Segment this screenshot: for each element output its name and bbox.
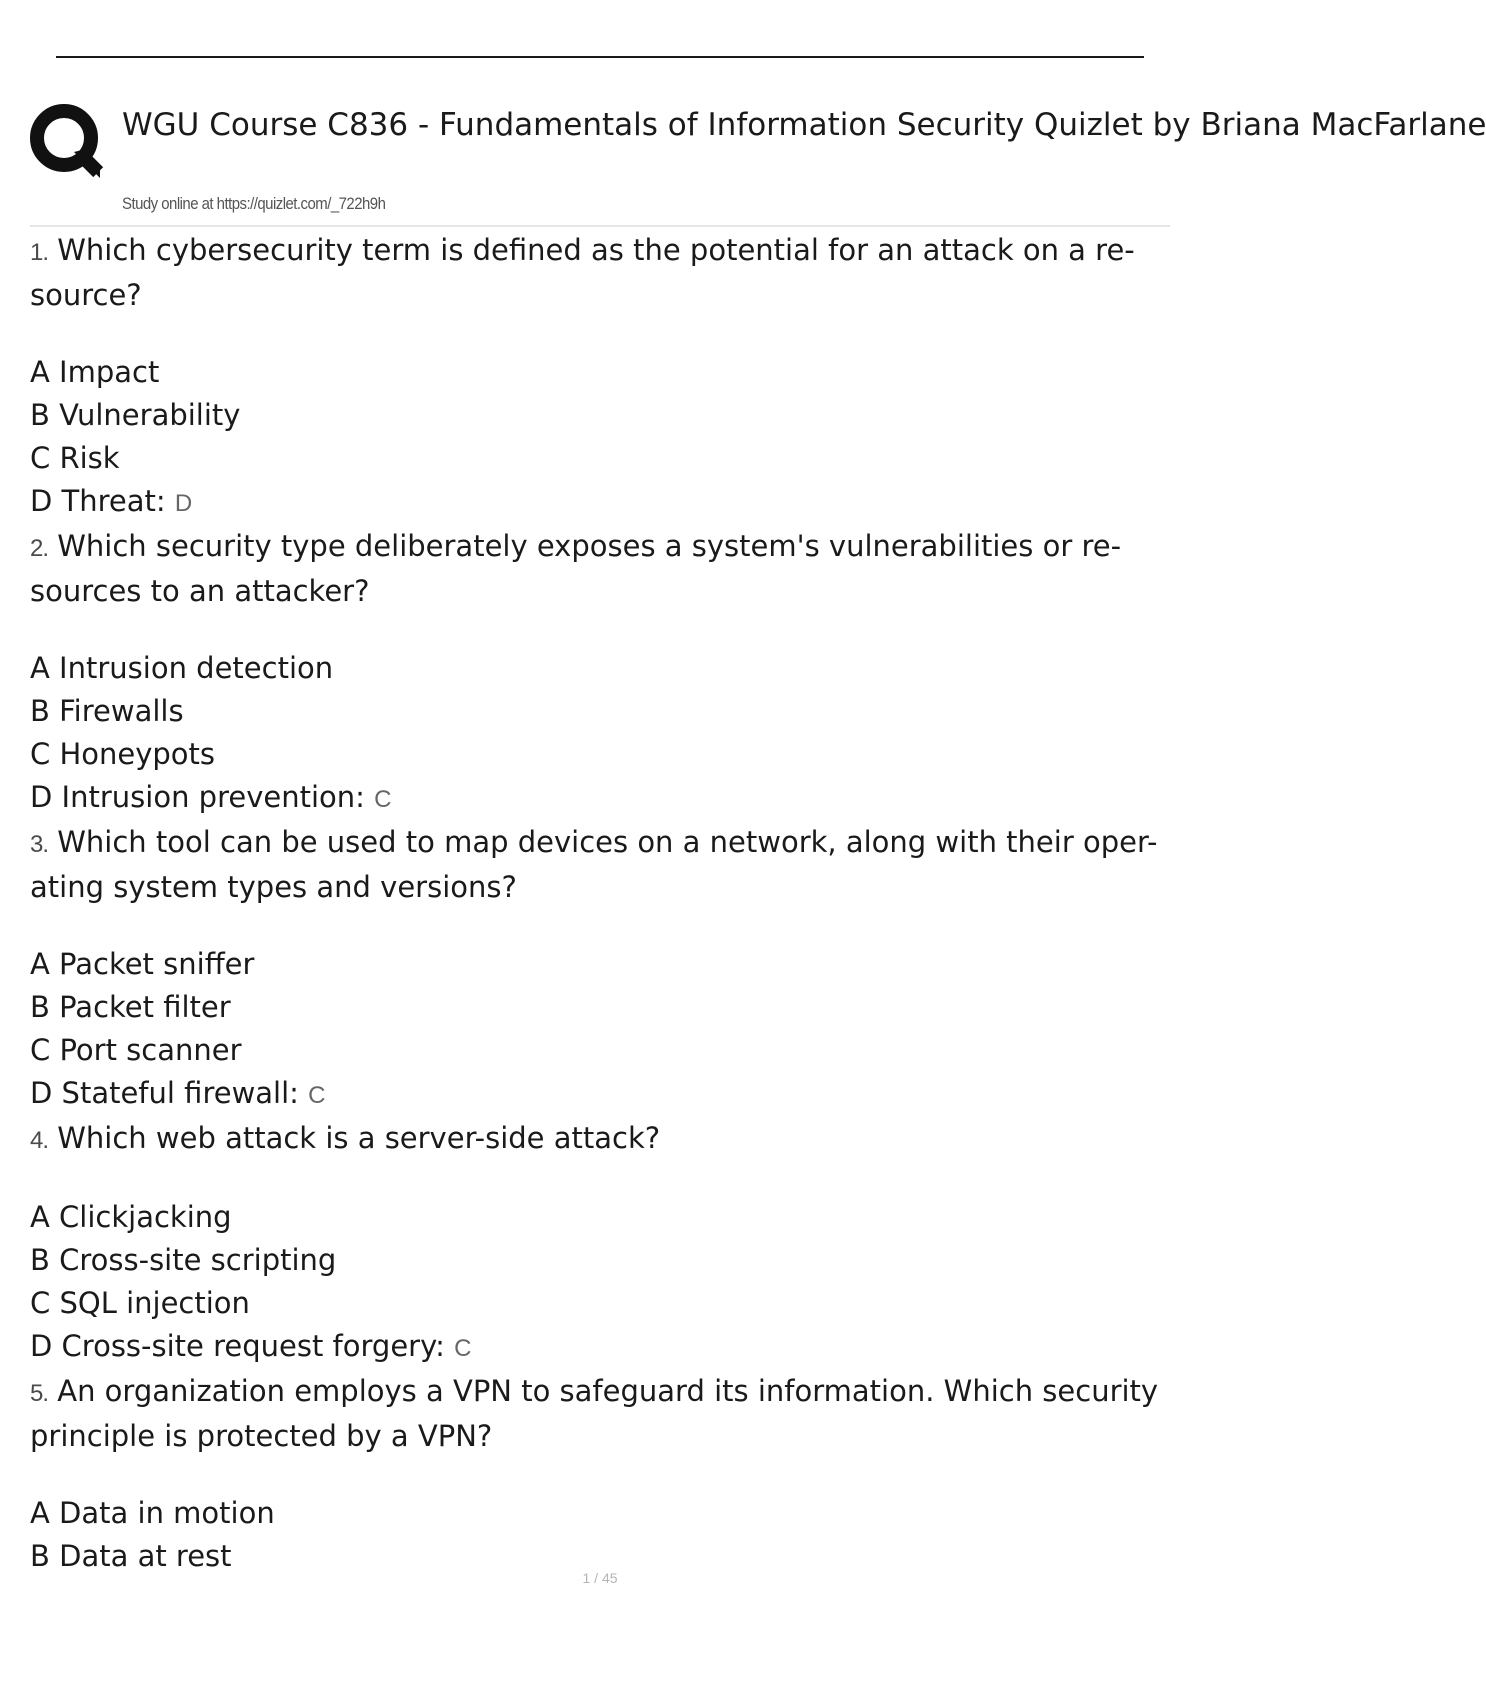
question-text: An organization employs a VPN to safeguard its information. Which security principle is protected by a VPN? (30, 1374, 1159, 1453)
option-b: B Data at rest (30, 1539, 232, 1573)
question-5-prompt (30, 1370, 1170, 1458)
option-a: A Impact (30, 355, 160, 389)
option-b: B Packet filter (30, 990, 231, 1024)
question-number: 1. (30, 239, 49, 266)
study-online-link-text: Study online at https://quizlet.com/_722h9h (122, 194, 386, 213)
question-2 (30, 525, 1170, 821)
quizlet-q-logo-icon (30, 100, 102, 184)
question-1-prompt (30, 229, 1170, 317)
option-a: A Packet sniffer (30, 947, 255, 981)
option-c: C Risk (30, 441, 120, 475)
option-d-text: D Cross-site request forgery: (30, 1329, 445, 1363)
option-d-text: D Stateful firewall: (30, 1076, 299, 1110)
option-d (30, 1072, 1170, 1117)
question-text: Which cybersecurity term is defined as the potential for an attack on a re- source? (30, 233, 1135, 312)
question-list (30, 229, 1170, 1578)
question-5 (30, 1370, 1170, 1578)
option-a: A Clickjacking (30, 1200, 232, 1234)
question-4 (30, 1117, 1170, 1370)
option-c: C Port scanner (30, 1033, 242, 1067)
question-2-prompt (30, 525, 1170, 613)
answer-key: D (174, 490, 193, 517)
question-number: 2. (30, 535, 49, 562)
answer-key: C (454, 1335, 472, 1362)
question-number: 4. (30, 1127, 49, 1154)
top-rule (56, 56, 1144, 58)
option-b: B Firewalls (30, 694, 184, 728)
option-a: A Data in motion (30, 1496, 275, 1530)
answer-key: C (374, 786, 392, 813)
document-header (30, 100, 1486, 220)
question-text: Which tool can be used to map devices on a network, along with their oper- ating system types and versions? (30, 825, 1158, 904)
option-b: B Vulnerability (30, 398, 241, 432)
answer-key: C (308, 1082, 326, 1109)
option-d (30, 776, 1170, 821)
option-b: B Cross-site scripting (30, 1243, 337, 1277)
header-divider (30, 225, 1170, 227)
page-number: 1 / 45 (582, 1570, 618, 1586)
question-text: Which security type deliberately exposes a system's vulnerabilities or re- sources to an attacker? (30, 529, 1122, 608)
question-number: 5. (30, 1380, 49, 1407)
option-d (30, 1325, 1170, 1370)
question-1 (30, 229, 1170, 525)
question-number: 3. (30, 831, 49, 858)
option-d (30, 480, 1170, 525)
option-c: C Honeypots (30, 737, 216, 771)
question-text: Which web attack is a server-side attack? (57, 1121, 661, 1155)
option-c: C SQL injection (30, 1286, 250, 1320)
option-d-text: D Intrusion prevention: (30, 780, 365, 814)
question-3 (30, 821, 1170, 1117)
question-3-prompt (30, 821, 1170, 909)
option-a: A Intrusion detection (30, 651, 334, 685)
document-title: WGU Course C836 - Fundamentals of Information Security Quizlet by Briana MacFarlane (122, 107, 1486, 143)
question-4-prompt (30, 1117, 1170, 1162)
option-d-text: D Threat: (30, 484, 166, 518)
